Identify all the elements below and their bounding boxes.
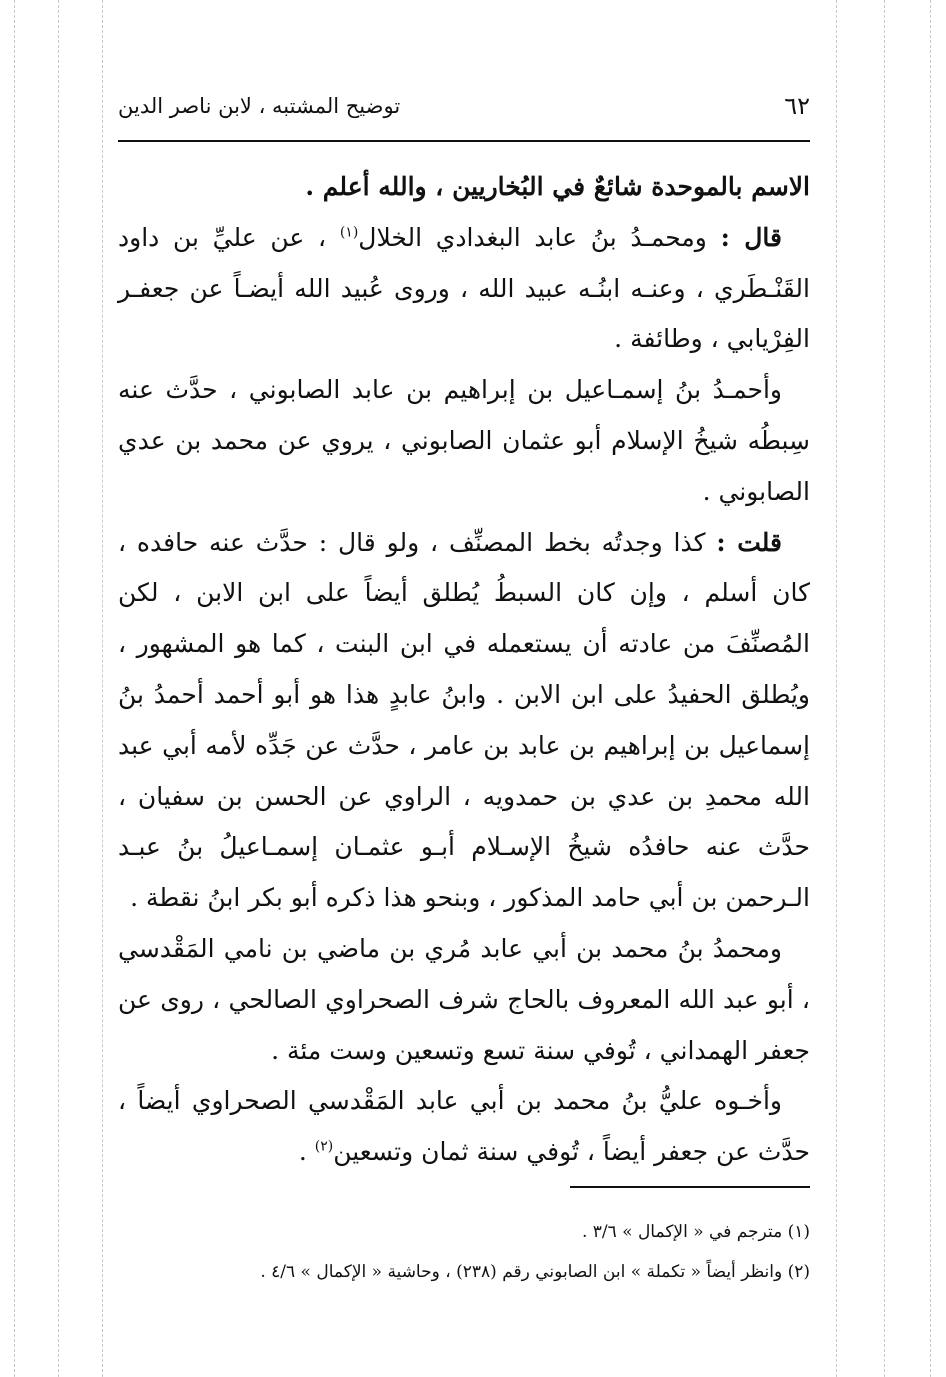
margin-guide-right bbox=[884, 0, 885, 1377]
margin-guide-right-inner bbox=[836, 0, 837, 1377]
footnote-ref-2: (٢) bbox=[314, 1138, 334, 1155]
paragraph-4-text: كذا وجدتُه بخط المصنِّف ، ولو قال : حدَّث عنه حافده ، كان أسلم ، وإن كان السبطُ يُطلق أيضاً على ابن الابن ، لكن المُصنِّفَ من عادته أن يستعمله في ابن البنت ، كما هو المشهور ، ويُطلق الحفيدُ على ابن الابن . وابنُ عابدٍ هذا هو أبو أحمد أحمدُ بنُ إسماعيل بن إبراهيم بن عابد بن عامر ، حدَّث عن جَدِّه لأمه أبي عبد الله محمدِ بن عدي بن حمدويه ، الراوي عن الحسن بن سفيان ، حدَّث عنه حافدُه شيخُ الإسـلام أبـو عثمـان إسمـاعيلُ بنُ عبـد الـرحمن بن أبي حامد المذكور ، وبنحو هذا ذكره أبو بكر ابنُ نقطة . bbox=[118, 527, 810, 913]
paragraph-2-text: ومحمـدُ بنُ عابد البغدادي الخلال bbox=[358, 222, 707, 252]
paragraph-6-text: وأخـوه عليُّ بنُ محمد بن أبي عابد المَقْدسي الصحراوي أيضاً ، حدَّث عن جعفر أيضاً ، تُوفي سنة ثمان وتسعين bbox=[118, 1086, 810, 1167]
footnote-rule bbox=[570, 1186, 810, 1188]
margin-guide-left-outer bbox=[14, 0, 15, 1377]
header-rule bbox=[118, 140, 810, 142]
paragraph-4 bbox=[118, 518, 810, 924]
paragraph-5: ومحمدُ بنُ محمد بن أبي عابد مُري بن ماضي بن نامي المَقْدسي ، أبو عبد الله المعروف بالحاج شرف الصحراوي الصالحي ، روى عن جعفر الهمداني ، تُوفي سنة تسع وتسعين وست مئة . bbox=[118, 933, 810, 1065]
margin-guide-left-inner bbox=[102, 0, 103, 1377]
footnote-2: (٢) وانظر أيضاً « تكملة » ابن الصابوني رقم (٢٣٨) ، وحاشية « الإكمال » ٤/٦ . bbox=[260, 1262, 810, 1282]
paragraph-2-lead: قال : bbox=[720, 222, 783, 252]
paragraph-6-end: . bbox=[298, 1137, 307, 1167]
book-page bbox=[118, 0, 810, 1377]
paragraph-2-rest: ، عن عليِّ بن داود القَنْـطَري ، وعنـه ابنُـه عبيد الله ، وروى عُبيد الله أيضـاً عن جعفـر الفِرْيابي ، وطائفة . bbox=[118, 222, 810, 354]
paragraph-1: الاسم بالموحدة شائعٌ في البُخاريين ، والله أعلم . bbox=[305, 172, 810, 201]
margin-guide-left bbox=[58, 0, 59, 1377]
running-title: توضيح المشتبه ، لابن ناصر الدين bbox=[118, 94, 401, 118]
footnotes bbox=[118, 1212, 810, 1292]
main-text bbox=[118, 162, 810, 1178]
paragraph-3: وأحمـدُ بنُ إسمـاعيل بن إبراهيم بن عابد الصابوني ، حدَّث عنه سِبطُه شيخُ الإسلام أبو عثمان الصابوني ، يروي عن محمد بن عدي الصابوني . bbox=[118, 375, 810, 506]
paragraph-2 bbox=[118, 213, 810, 365]
page-number: ٦٢ bbox=[784, 92, 810, 120]
paragraph-6 bbox=[118, 1076, 810, 1178]
margin-guide-right-outer bbox=[930, 0, 931, 1377]
page-header bbox=[118, 92, 810, 132]
footnote-ref-1: (١) bbox=[339, 224, 359, 241]
footnote-1: (١) مترجم في « الإكمال » ٣/٦ . bbox=[581, 1222, 810, 1242]
paragraph-4-lead: قلت : bbox=[716, 527, 782, 557]
